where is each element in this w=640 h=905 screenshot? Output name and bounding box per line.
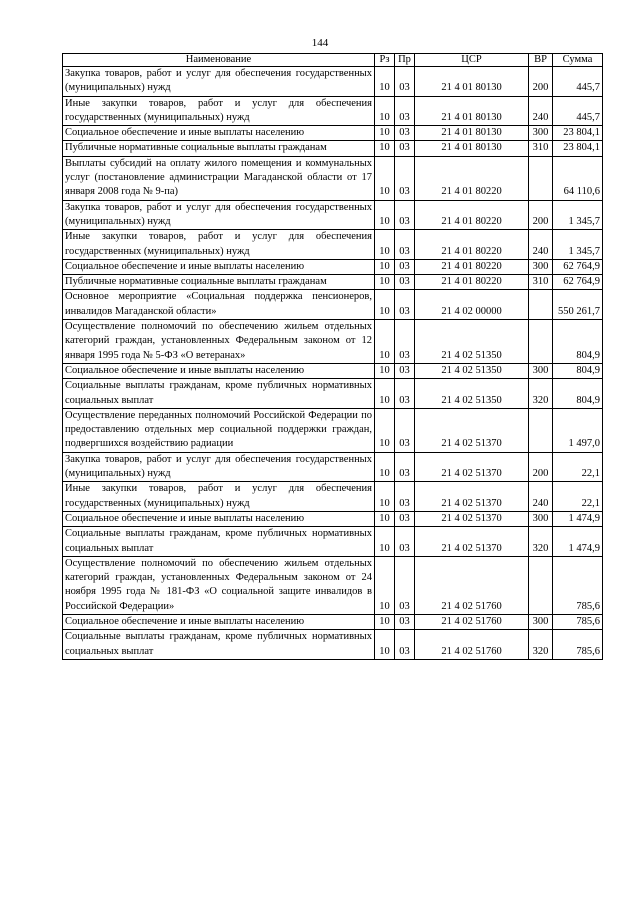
row-csr: 21 4 02 51760 <box>415 556 529 614</box>
row-name: Осуществление переданных полномочий Российской Федерации по предоставлению отдельных мер социальной поддержки граждан, подвергшихся воздействию радиации <box>63 408 375 452</box>
row-vr: 300 <box>529 126 553 141</box>
row-vr: 240 <box>529 230 553 260</box>
row-vr <box>529 320 553 364</box>
header-vr: ВР <box>529 54 553 67</box>
table-row <box>63 67 603 97</box>
row-name: Социальное обеспечение и иные выплаты населению <box>63 363 375 378</box>
table-row <box>63 408 603 452</box>
row-csr: 21 4 01 80130 <box>415 67 529 97</box>
row-sum: 445,7 <box>553 96 603 126</box>
row-rz: 10 <box>375 408 395 452</box>
row-pr: 03 <box>395 230 415 260</box>
row-name: Закупка товаров, работ и услуг для обеспечения государственных (муниципальных) нужд <box>63 67 375 97</box>
row-sum: 23 804,1 <box>553 126 603 141</box>
row-rz: 10 <box>375 96 395 126</box>
table-row <box>63 511 603 526</box>
row-pr: 03 <box>395 200 415 230</box>
row-name: Публичные нормативные социальные выплаты гражданам <box>63 275 375 290</box>
row-name: Осуществление полномочий по обеспечению жильем отдельных категорий граждан, установленных Федеральным законом от 12 января 1995 года № 5-ФЗ «О ветеранах» <box>63 320 375 364</box>
table-row <box>63 230 603 260</box>
row-csr: 21 4 01 80130 <box>415 126 529 141</box>
row-vr: 300 <box>529 614 553 629</box>
row-rz: 10 <box>375 126 395 141</box>
row-pr: 03 <box>395 556 415 614</box>
row-sum: 1 474,9 <box>553 527 603 557</box>
row-pr: 03 <box>395 379 415 409</box>
row-pr: 03 <box>395 614 415 629</box>
row-sum: 62 764,9 <box>553 275 603 290</box>
row-csr: 21 4 02 51370 <box>415 482 529 512</box>
row-name: Иные закупки товаров, работ и услуг для обеспечения государственных (муниципальных) нужд <box>63 96 375 126</box>
row-sum: 22,1 <box>553 452 603 482</box>
table-row <box>63 556 603 614</box>
row-name: Основное мероприятие «Социальная поддержка пенсионеров, инвалидов Магаданской области» <box>63 290 375 320</box>
table-row <box>63 614 603 629</box>
row-pr: 03 <box>395 363 415 378</box>
page-number: 144 <box>311 37 329 49</box>
table-row <box>63 96 603 126</box>
row-vr: 300 <box>529 363 553 378</box>
row-csr: 21 4 02 51350 <box>415 320 529 364</box>
row-pr: 03 <box>395 630 415 660</box>
row-sum: 22,1 <box>553 482 603 512</box>
row-rz: 10 <box>375 320 395 364</box>
table-row <box>63 141 603 156</box>
header-name: Наименование <box>63 54 375 67</box>
row-rz: 10 <box>375 614 395 629</box>
row-name: Публичные нормативные социальные выплаты гражданам <box>63 141 375 156</box>
table-row <box>63 126 603 141</box>
row-rz: 10 <box>375 200 395 230</box>
row-vr: 300 <box>529 511 553 526</box>
row-vr: 200 <box>529 200 553 230</box>
table-row <box>63 320 603 364</box>
row-pr: 03 <box>395 320 415 364</box>
table-row <box>63 527 603 557</box>
row-vr: 320 <box>529 527 553 557</box>
header-csr: ЦСР <box>415 54 529 67</box>
row-pr: 03 <box>395 96 415 126</box>
row-csr: 21 4 01 80220 <box>415 259 529 274</box>
table-row <box>63 275 603 290</box>
row-vr: 310 <box>529 141 553 156</box>
table-row <box>63 482 603 512</box>
row-vr <box>529 290 553 320</box>
table-row <box>63 379 603 409</box>
row-sum: 1 345,7 <box>553 230 603 260</box>
row-csr: 21 4 02 51370 <box>415 408 529 452</box>
row-name: Социальные выплаты гражданам, кроме публичных нормативных социальных выплат <box>63 630 375 660</box>
row-sum: 23 804,1 <box>553 141 603 156</box>
row-vr <box>529 156 553 200</box>
row-sum: 1 474,9 <box>553 511 603 526</box>
row-sum: 62 764,9 <box>553 259 603 274</box>
row-vr: 240 <box>529 96 553 126</box>
row-csr: 21 4 01 80130 <box>415 141 529 156</box>
table-row <box>63 363 603 378</box>
row-vr: 310 <box>529 275 553 290</box>
row-csr: 21 4 02 51370 <box>415 452 529 482</box>
row-rz: 10 <box>375 482 395 512</box>
row-sum: 804,9 <box>553 379 603 409</box>
row-sum: 785,6 <box>553 556 603 614</box>
row-sum: 804,9 <box>553 320 603 364</box>
row-name: Социальные выплаты гражданам, кроме публичных нормативных социальных выплат <box>63 379 375 409</box>
row-rz: 10 <box>375 556 395 614</box>
row-rz: 10 <box>375 511 395 526</box>
row-csr: 21 4 01 80220 <box>415 156 529 200</box>
table-row <box>63 452 603 482</box>
row-rz: 10 <box>375 275 395 290</box>
row-pr: 03 <box>395 482 415 512</box>
row-name: Социальное обеспечение и иные выплаты населению <box>63 126 375 141</box>
row-csr: 21 4 02 51350 <box>415 363 529 378</box>
row-csr: 21 4 02 00000 <box>415 290 529 320</box>
row-csr: 21 4 02 51370 <box>415 511 529 526</box>
row-csr: 21 4 02 51760 <box>415 630 529 660</box>
row-rz: 10 <box>375 363 395 378</box>
row-vr <box>529 408 553 452</box>
row-csr: 21 4 01 80220 <box>415 200 529 230</box>
row-sum: 785,6 <box>553 630 603 660</box>
row-rz: 10 <box>375 379 395 409</box>
row-csr: 21 4 02 51760 <box>415 614 529 629</box>
table-row <box>63 156 603 200</box>
row-sum: 1 497,0 <box>553 408 603 452</box>
budget-table <box>62 53 603 660</box>
row-name: Иные закупки товаров, работ и услуг для обеспечения государственных (муниципальных) нужд <box>63 230 375 260</box>
row-vr: 240 <box>529 482 553 512</box>
row-pr: 03 <box>395 67 415 97</box>
row-name: Социальное обеспечение и иные выплаты населению <box>63 259 375 274</box>
row-name: Социальное обеспечение и иные выплаты населению <box>63 511 375 526</box>
row-name: Закупка товаров, работ и услуг для обеспечения государственных (муниципальных) нужд <box>63 452 375 482</box>
row-rz: 10 <box>375 67 395 97</box>
header-sum: Сумма <box>553 54 603 67</box>
row-csr: 21 4 01 80220 <box>415 230 529 260</box>
row-rz: 10 <box>375 141 395 156</box>
row-vr: 200 <box>529 67 553 97</box>
row-name: Закупка товаров, работ и услуг для обеспечения государственных (муниципальных) нужд <box>63 200 375 230</box>
row-vr: 320 <box>529 630 553 660</box>
row-name: Выплаты субсидий на оплату жилого помещения и коммунальных услуг (постановление администрации Магаданской области от 17 января 2008 года № 9-па) <box>63 156 375 200</box>
row-pr: 03 <box>395 290 415 320</box>
row-pr: 03 <box>395 408 415 452</box>
table-row <box>63 259 603 274</box>
row-csr: 21 4 02 51350 <box>415 379 529 409</box>
row-name: Социальное обеспечение и иные выплаты населению <box>63 614 375 629</box>
row-vr: 200 <box>529 452 553 482</box>
row-sum: 64 110,6 <box>553 156 603 200</box>
row-vr <box>529 556 553 614</box>
row-rz: 10 <box>375 230 395 260</box>
table-header-row <box>63 54 603 67</box>
row-sum: 550 261,7 <box>553 290 603 320</box>
row-name: Социальные выплаты гражданам, кроме публичных нормативных социальных выплат <box>63 527 375 557</box>
row-csr: 21 4 01 80220 <box>415 275 529 290</box>
row-pr: 03 <box>395 527 415 557</box>
row-sum: 445,7 <box>553 67 603 97</box>
row-rz: 10 <box>375 452 395 482</box>
row-name: Иные закупки товаров, работ и услуг для обеспечения государственных (муниципальных) нужд <box>63 482 375 512</box>
row-sum: 1 345,7 <box>553 200 603 230</box>
row-name: Осуществление полномочий по обеспечению жильем отдельных категорий граждан, установленных Федеральным законом от 24 ноября 1995 года № 181-ФЗ «О социальной защите инвалидов в Российской Федерации» <box>63 556 375 614</box>
row-vr: 300 <box>529 259 553 274</box>
row-pr: 03 <box>395 126 415 141</box>
row-sum: 785,6 <box>553 614 603 629</box>
row-rz: 10 <box>375 630 395 660</box>
row-rz: 10 <box>375 527 395 557</box>
row-pr: 03 <box>395 511 415 526</box>
row-sum: 804,9 <box>553 363 603 378</box>
row-pr: 03 <box>395 259 415 274</box>
row-rz: 10 <box>375 156 395 200</box>
row-pr: 03 <box>395 141 415 156</box>
row-pr: 03 <box>395 156 415 200</box>
table-row <box>63 200 603 230</box>
table-row <box>63 630 603 660</box>
header-rz: Рз <box>375 54 395 67</box>
row-rz: 10 <box>375 259 395 274</box>
row-csr: 21 4 01 80130 <box>415 96 529 126</box>
row-pr: 03 <box>395 452 415 482</box>
row-vr: 320 <box>529 379 553 409</box>
row-csr: 21 4 02 51370 <box>415 527 529 557</box>
table-row <box>63 290 603 320</box>
row-rz: 10 <box>375 290 395 320</box>
header-pr: Пр <box>395 54 415 67</box>
row-pr: 03 <box>395 275 415 290</box>
